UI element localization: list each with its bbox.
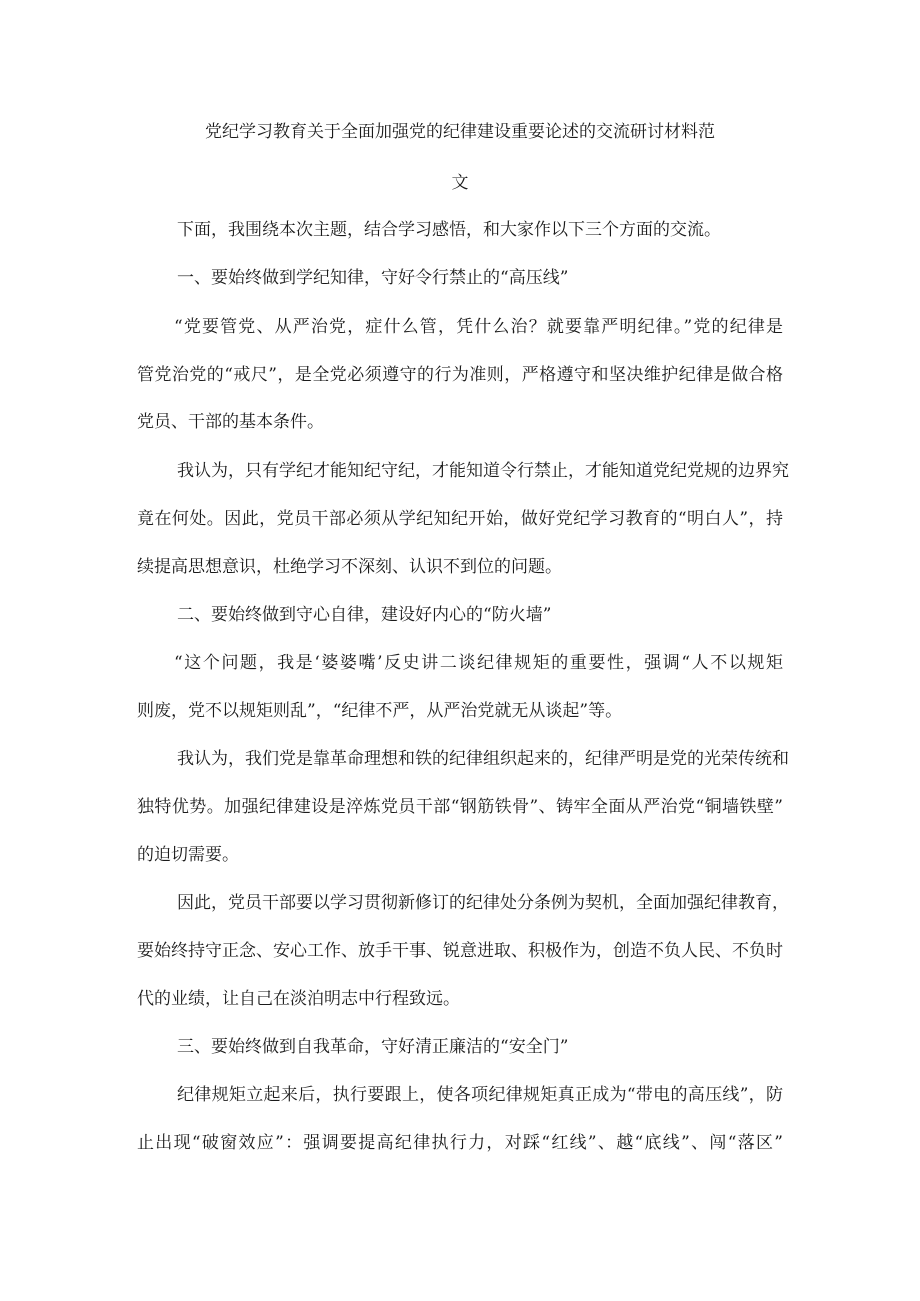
section-1-paragraph-2-line: 我认为，只有学纪才能知纪守纪，才能知道令行禁止，才能知道党纪党规的边界究 [177, 461, 789, 481]
section-3-paragraph-1-line: 止出现“破窗效应”：强调要提高纪律执行力，对踩“红线”、越“底线”、闯“落区” [137, 1133, 783, 1153]
section-2-paragraph-1-line: 则废，党不以规矩则乱”，“纪律不严，从严治党就无从谈起”等。 [137, 701, 623, 721]
section-1-paragraph-1-line: “党要管党、从严治党，症什么管，凭什么治？就要靠严明纪律。”党的纪律是 [174, 317, 783, 337]
intro-paragraph: 下面，我围绕本次主题，结合学习感悟，和大家作以下三个方面的交流。 [177, 220, 721, 240]
section-1-heading: 一、要始终做到学纪知律，守好令行禁止的“高压线” [177, 268, 569, 288]
section-2-heading: 二、要始终做到守心自律，建设好内心的“防火墙” [177, 605, 552, 625]
section-1-paragraph-1-line: 管党治党的“戒尺”，是全党必须遵守的行为准则，严格遵守和坚决维护纪律是做合格 [137, 365, 783, 385]
section-1-paragraph-1-line: 党员、干部的基本条件。 [137, 412, 324, 432]
section-1-paragraph-2-line: 续提高思想意识，杜绝学习不深刻、认识不到位的问题。 [137, 557, 562, 577]
document-title-line-1: 党纪学习教育关于全面加强党的纪律建设重要论述的交流研讨材料范 [205, 122, 715, 142]
section-2-paragraph-3-line: 代的业绩，让自己在淡泊明志中行程致远。 [137, 989, 460, 1009]
section-3-heading: 三、要始终做到自我革命，守好清正廉洁的“安全门” [177, 1037, 569, 1057]
section-2-paragraph-3-line: 要始终持守正念、安心工作、放手干事、锐意进取、积极作为，创造不负人民、不负时 [137, 941, 783, 961]
section-2-paragraph-3-line: 因此，党员干部要以学习贯彻新修订的纪律处分条例为契机，全面加强纪律教育， [177, 893, 789, 913]
document-title-line-2: 文 [451, 173, 469, 193]
section-2-paragraph-2-line: 独特优势。加强纪律建设是淬炼党员干部“钢筋铁骨”、铸牢全面从严治党“铜墙铁壁” [137, 797, 783, 817]
section-2-paragraph-2-line: 我认为，我们党是靠革命理想和铁的纪律组织起来的，纪律严明是党的光荣传统和 [177, 749, 789, 769]
section-3-paragraph-1-line: 纪律规矩立起来后，执行要跟上，使各项纪律规矩真正成为“带电的高压线”，防 [177, 1085, 783, 1105]
section-2-paragraph-2-line: 的迫切需要。 [137, 845, 239, 865]
section-1-paragraph-2-line: 竟在何处。因此，党员干部必须从学纪知纪开始，做好党纪学习教育的“明白人”，持 [137, 509, 783, 529]
section-2-paragraph-1-line: “这个问题，我是‘婆婆嘴’反史讲二谈纪律规矩的重要性，强调“人不以规矩 [174, 653, 783, 673]
